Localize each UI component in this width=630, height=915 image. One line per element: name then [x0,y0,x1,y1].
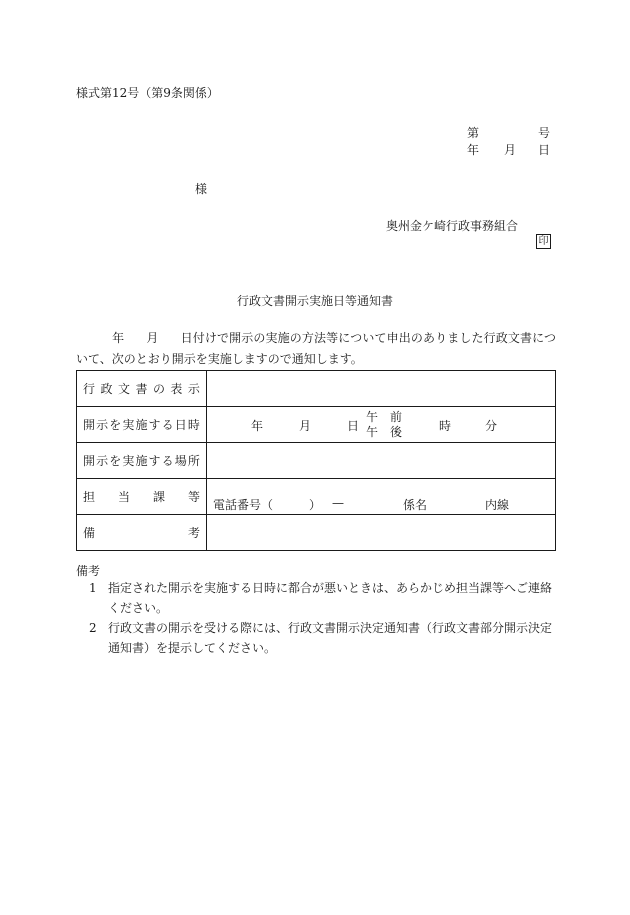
label-char: 等 [187,490,200,504]
label-char: す [148,454,161,468]
label-char: 開 [83,418,96,432]
value-document-display[interactable] [207,371,556,407]
datetime-month: 月 [299,419,312,433]
label-char: 時 [187,418,200,432]
label-char: 実 [122,454,135,468]
datetime-minute: 分 [485,419,498,433]
table-row-place [77,443,556,479]
label-department [77,479,207,515]
datetime-year: 年 [251,419,264,433]
document-number-suffix: 号 [538,126,551,140]
label-char: 政 [100,382,113,396]
date-year-label: 年 [467,143,480,157]
label-char: 課 [152,490,165,504]
datetime-hour: 時 [439,419,452,433]
body-text: 日付けで開示の実施の方法等について申出のありました行政文書について、次のとおり開示を実施しますので通知します。 [76,331,556,366]
label-char: 表 [170,382,183,396]
date-day-label: 日 [538,143,551,157]
seal-mark: 印 [536,234,551,249]
label-char: の [152,382,165,396]
label-char: を [109,454,122,468]
label-place [77,443,207,479]
label-remarks [77,515,207,551]
info-table [76,370,556,551]
note-item-1 [76,578,556,618]
note-2-number: 2 [89,621,97,635]
document-title: 行政文書開示実施日等通知書 [236,294,393,308]
label-char: 示 [96,454,109,468]
addressee-honorific: 様 [195,182,208,196]
label-char: 実 [122,418,135,432]
label-char: 開 [83,454,96,468]
body-year: 年 [112,331,125,345]
issuer-name: 奥州金ケ崎行政事務組合 [386,219,519,233]
form-number: 様式第12号（第9条関係） [76,86,219,100]
table-row-department [77,479,556,515]
label-char: 示 [96,418,109,432]
label-char: る [161,418,174,432]
note-1-number: 1 [89,581,97,595]
label-char: を [109,418,122,432]
value-place[interactable] [207,443,556,479]
table-row-remarks [77,515,556,551]
note-1-text: 指定された開示を実施する日時に都合が悪いときは、あらかじめ担当課等へご連絡ください。 [108,581,553,615]
value-datetime[interactable] [207,407,556,443]
label-char: る [161,454,174,468]
notes-title: 備考 [76,564,101,578]
phone-number-label: 電話番号（ ） [213,498,322,512]
value-remarks[interactable] [207,515,556,551]
value-department[interactable] [207,479,556,515]
table-row-document [77,371,556,407]
label-char: 考 [187,526,200,540]
table-row-datetime [77,407,556,443]
label-char: 書 [135,382,148,396]
note-2-text: 行政文書の開示を受ける際には、行政文書開示決定通知書（行政文書部分開示決定通知書）を提示してください。 [108,621,553,655]
label-char: 文 [117,382,130,396]
body-paragraph [76,328,556,370]
date-month-label: 月 [504,143,517,157]
label-char: 日 [174,418,187,432]
label-char: 施 [135,418,148,432]
label-char: 当 [117,490,130,504]
label-char: 所 [187,454,200,468]
phone-dash: — [332,496,344,510]
datetime-pm: 午 後 [366,425,403,439]
label-char: 示 [187,382,200,396]
label-char: 行 [83,382,96,396]
note-item-2 [76,618,556,658]
document-number-prefix: 第 [467,126,480,140]
datetime-day: 日 [347,419,360,433]
body-month: 月 [146,331,159,345]
label-datetime [77,407,207,443]
label-char: 備 [83,526,96,540]
label-document-display [77,371,207,407]
datetime-am: 午 前 [366,410,403,424]
section-name-label: 係名 [403,498,428,512]
label-char: 場 [174,454,187,468]
label-char: 施 [135,454,148,468]
extension-label: 内線 [485,498,510,512]
label-char: 担 [83,490,96,504]
label-char: す [148,418,161,432]
